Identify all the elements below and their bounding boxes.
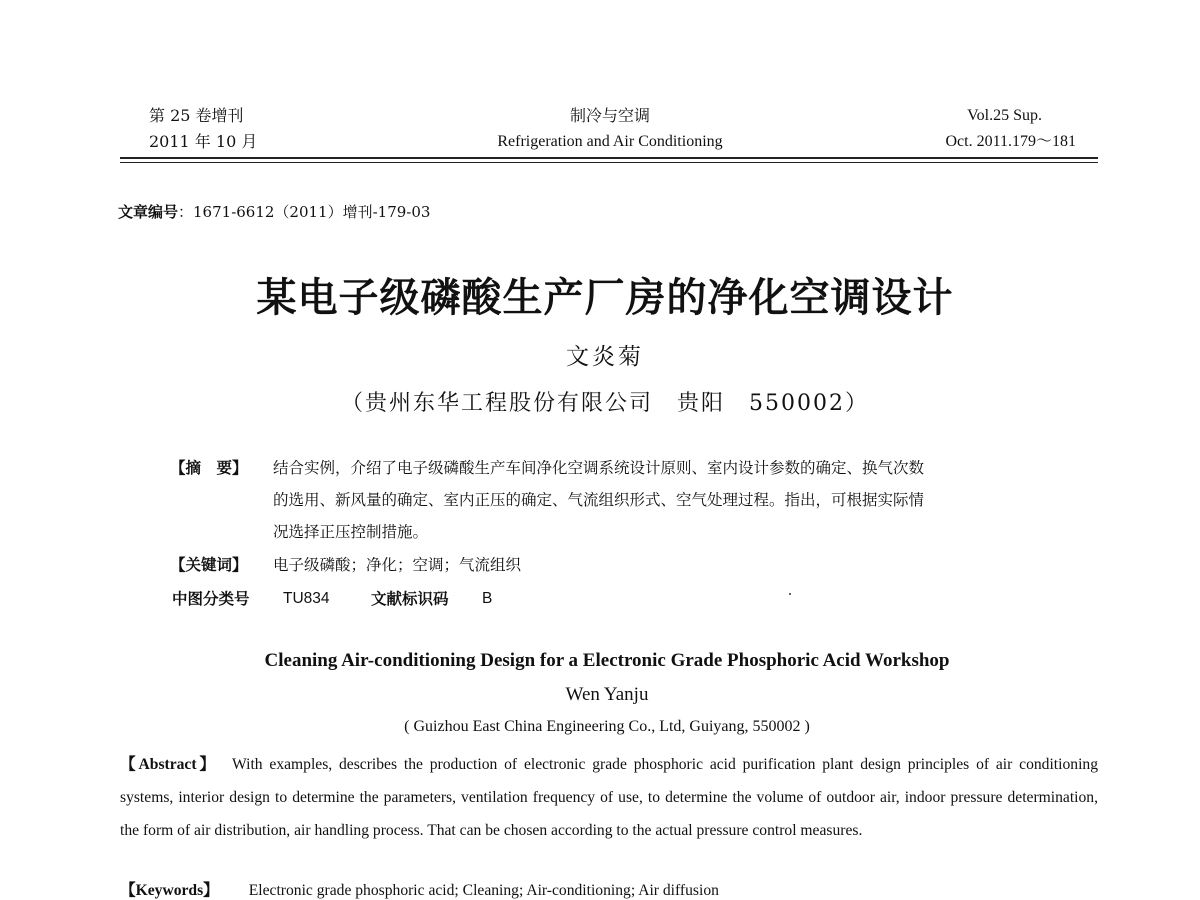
affiliation-cn: （贵州东华工程股份有限公司 贵阳 550002） <box>341 391 869 416</box>
clc-value: TU834 <box>283 590 330 607</box>
header-rule-thick <box>120 157 1098 159</box>
abstract-en-label: 【Abstract】 <box>120 756 219 773</box>
article-number <box>118 201 430 222</box>
scan-speck <box>789 593 791 595</box>
abstract-cn-line1: 结合实例，介绍了电子级磷酸生产车间净化空调系统设计原则、室内设计参数的确定、换气次数 <box>273 459 925 477</box>
page-title-cn: 某电子级磷酸生产厂房的净化空调设计 <box>256 275 954 321</box>
keywords-en-label: 【Keywords】 <box>120 882 219 899</box>
header-volume: 第 25 卷增刊 <box>149 106 244 125</box>
abstract-en-text: With examples, describes the production of electronic grade phosphoric acid purification plant design principles of air conditioning systems, interior design to determine the parameters, ventilation frequency of use, to determine the volume of outdoor air, indoor pressure determination, the form of air distribution, air handling process. That can be chosen according to the actual pressure control measures. <box>120 756 1098 839</box>
abstract-cn-line3: 况选择正压控制措施。 <box>273 523 429 541</box>
clc-label: 中图分类号 <box>172 589 250 608</box>
keywords-cn-value: 电子级磷酸；净化；空调；气流组织 <box>273 556 522 574</box>
header-date: 2011 年 10 月 <box>149 132 258 151</box>
doc-code-value: B <box>482 590 493 607</box>
keywords-cn-label: 【关键词】 <box>170 555 248 574</box>
doc-code-label: 文献标识码 <box>371 589 449 608</box>
abstract-cn-line2: 的选用、新风量的确定、室内正压的确定、气流组织形式、空气处理过程。指出，可根据实际情 <box>273 491 925 509</box>
abstract-cn-label: 【摘 要】 <box>170 458 248 477</box>
page-title-en: Cleaning Air-conditioning Design for a Electronic Grade Phosphoric Acid Workshop <box>264 650 950 671</box>
affiliation-en: ( Guizhou East China Engineering Co., Ltd, Guiyang, 550002 ) <box>404 718 810 735</box>
abstract-en <box>120 748 1098 847</box>
author-cn: 文炎菊 <box>566 344 644 370</box>
article-number-label: 文章编号 <box>118 203 179 221</box>
article-number-value: ：1671-6612（2011）增刊-179-03 <box>178 203 431 221</box>
header-journal-cn: 制冷与空调 <box>569 106 650 125</box>
header-journal-en: Refrigeration and Air Conditioning <box>497 133 723 150</box>
keywords-en-value: Electronic grade phosphoric acid; Cleaning; Air-conditioning; Air diffusion <box>248 882 719 899</box>
keywords-en <box>120 878 719 900</box>
author-en: Wen Yanju <box>565 684 649 705</box>
header-vol-en: Vol.25 Sup. <box>967 107 1042 124</box>
header-pages: Oct. 2011.179～181 <box>945 133 1076 150</box>
header-rule-thin <box>120 162 1098 163</box>
